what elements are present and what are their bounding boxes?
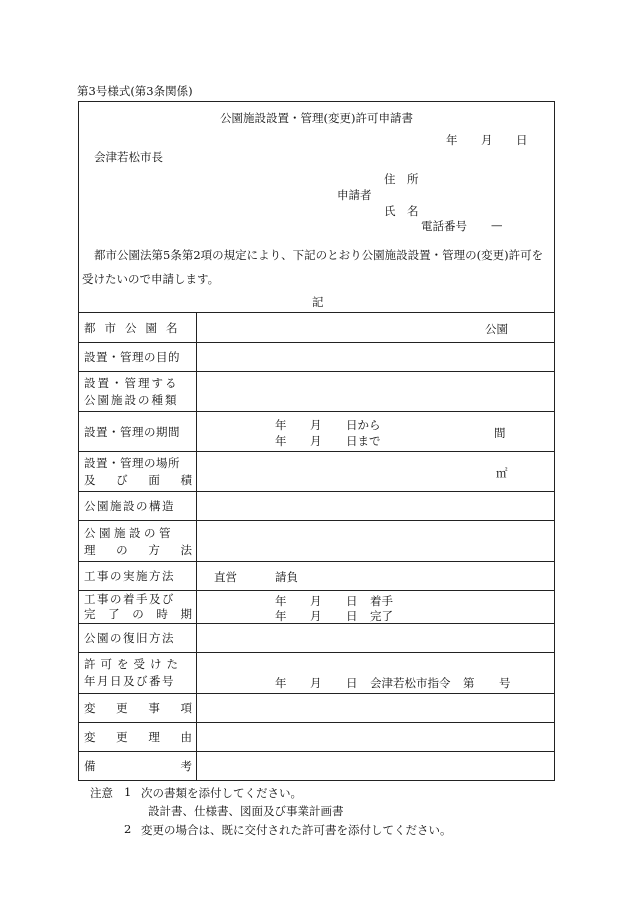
park-suffix: 公園 (485, 322, 508, 336)
label-park-name (79, 313, 197, 343)
end-year: 年 (275, 609, 287, 623)
period-to-month: 月 (310, 434, 322, 448)
period-from-month: 月 (310, 418, 322, 432)
phone-dash: — (491, 218, 503, 232)
note-2-text: 変更の場合は、既に交付された許可書を添付してください。 (141, 823, 452, 837)
method-contract[interactable]: 請負 (275, 570, 298, 584)
form-number: 第3号様式(第3条関係) (77, 84, 193, 98)
restoration-label: 公園の復旧方法 (84, 631, 175, 645)
management-label-1: 公園施設の管 (84, 525, 174, 540)
label-restoration (79, 624, 197, 653)
field-location[interactable] (197, 452, 555, 492)
label-remarks (79, 752, 197, 781)
change-reason-b: 更 (116, 730, 128, 744)
permit-year: 年 (275, 676, 287, 690)
field-purpose[interactable] (197, 343, 555, 372)
label-permit (79, 653, 197, 694)
label-period (79, 412, 197, 452)
note-1-text: 次の書類を添付してください。 (141, 786, 302, 800)
end-day: 日 (346, 609, 358, 623)
change-items-a: 変 (84, 701, 96, 715)
header-box (78, 101, 555, 313)
field-period[interactable] (197, 412, 555, 452)
note-1-number: 1 (124, 785, 132, 799)
row-construction-method (79, 562, 555, 591)
label-change-items (79, 694, 197, 723)
field-management[interactable] (197, 521, 555, 562)
management-label-2a: 理 (84, 542, 96, 557)
row-purpose (79, 343, 555, 372)
row-location (79, 452, 555, 492)
permit-dai: 第 (463, 676, 475, 690)
application-table (78, 312, 555, 781)
notes-heading: 注意 (90, 786, 113, 800)
date-month: 月 (481, 133, 493, 147)
row-permit (79, 653, 555, 694)
row-change-reason (79, 723, 555, 752)
field-permit[interactable] (197, 653, 555, 694)
body-line-1: 都市公園法第5条第2項の規定により、下記のとおり公園施設設置・管理の(変更)許可を (94, 248, 544, 262)
row-construction-period (79, 591, 555, 624)
field-remarks[interactable] (197, 752, 555, 781)
management-label-2b: の (116, 542, 128, 557)
row-management (79, 521, 555, 562)
period-from-day: 日から (346, 418, 381, 432)
row-period (79, 412, 555, 452)
construction-period-label-2a: 完 (84, 607, 96, 621)
construction-method-label: 工事の実施方法 (84, 569, 175, 583)
location-label-2a: 及 (84, 473, 96, 487)
name-label: 氏 名 (384, 204, 419, 218)
end-month: 月 (310, 609, 322, 623)
label-location (79, 452, 197, 492)
permit-go: 号 (499, 676, 511, 690)
address-label: 住 所 (384, 172, 419, 186)
applicant-label: 申請者 (337, 188, 372, 202)
method-direct[interactable]: 直営 (214, 570, 237, 584)
change-items-d: 項 (180, 701, 192, 715)
area-unit: ㎡ (496, 466, 508, 480)
field-change-items[interactable] (197, 694, 555, 723)
period-to-day: 日まで (346, 434, 381, 448)
row-change-items (79, 694, 555, 723)
row-facility-type (79, 372, 555, 412)
facility-type-label-2: 公園施設の種類 (84, 392, 179, 407)
location-label-2c: 面 (148, 473, 160, 487)
note-2-number: 2 (124, 822, 132, 836)
form-title: 公園施設設置・管理(変更)許可申請書 (220, 111, 413, 125)
management-label-2c: 方 (148, 542, 160, 557)
row-park-name (79, 313, 555, 343)
construction-period-label-2e: 期 (180, 607, 192, 621)
permit-issuer: 会津若松市指令 (370, 676, 451, 690)
permit-label-2: 年月日及び番号 (84, 674, 175, 688)
start-label: 着手 (370, 594, 393, 608)
label-facility-type (79, 372, 197, 412)
label-purpose (79, 343, 197, 372)
facility-type-label-1: 設置・管理する (84, 375, 179, 390)
location-label-2d: 積 (180, 473, 192, 487)
body-line-2: 受けたいので申請します。 (82, 272, 220, 286)
park-name-label: 都市公園名 (84, 320, 187, 335)
label-structure (79, 492, 197, 521)
management-label-2d: 法 (180, 542, 192, 557)
construction-period-label-2c: の (132, 607, 144, 621)
start-year: 年 (275, 594, 287, 608)
period-to-year: 年 (275, 434, 287, 448)
field-park-name[interactable] (197, 313, 555, 343)
change-reason-a: 変 (84, 730, 96, 744)
construction-period-label-2b: 了 (108, 607, 120, 621)
construction-period-label-2d: 時 (156, 607, 168, 621)
remarks-b: 考 (180, 759, 192, 773)
start-month: 月 (310, 594, 322, 608)
purpose-label: 設置・管理の目的 (84, 350, 180, 364)
row-restoration (79, 624, 555, 653)
period-label: 設置・管理の期間 (84, 424, 180, 439)
change-items-b: 更 (116, 701, 128, 715)
label-management (79, 521, 197, 562)
ki-mark: 記 (312, 295, 324, 309)
end-label: 完了 (370, 609, 393, 623)
remarks-a: 備 (84, 759, 96, 773)
label-construction-method (79, 562, 197, 591)
field-construction-period[interactable] (197, 591, 555, 624)
phone-label: 電話番号 (421, 219, 467, 233)
field-restoration[interactable] (197, 624, 555, 653)
field-facility-type[interactable] (197, 372, 555, 412)
date-year: 年 (446, 133, 458, 147)
structure-label: 公園施設の構造 (84, 499, 175, 513)
addressee: 会津若松市長 (94, 150, 163, 164)
label-construction-period (79, 591, 197, 624)
field-change-reason[interactable] (197, 723, 555, 752)
change-reason-d: 由 (180, 730, 192, 744)
row-structure (79, 492, 555, 521)
permit-day: 日 (346, 676, 358, 690)
change-items-c: 事 (148, 701, 160, 715)
location-label-2b: び (116, 473, 128, 487)
change-reason-c: 理 (148, 730, 160, 744)
date-day: 日 (516, 133, 528, 147)
field-construction-method[interactable] (197, 562, 555, 591)
period-duration: 間 (494, 426, 506, 440)
permit-label-1: 許可を受けた (84, 657, 183, 671)
note-1-sub: 設計書、仕様書、図面及び事業計画書 (148, 804, 344, 818)
location-label-1: 設置・管理の場所 (84, 456, 180, 470)
period-from-year: 年 (275, 418, 287, 432)
permit-month: 月 (310, 676, 322, 690)
label-change-reason (79, 723, 197, 752)
construction-period-label-1: 工事の着手及び (84, 592, 175, 606)
start-day: 日 (346, 594, 358, 608)
row-remarks (79, 752, 555, 781)
field-structure[interactable] (197, 492, 555, 521)
